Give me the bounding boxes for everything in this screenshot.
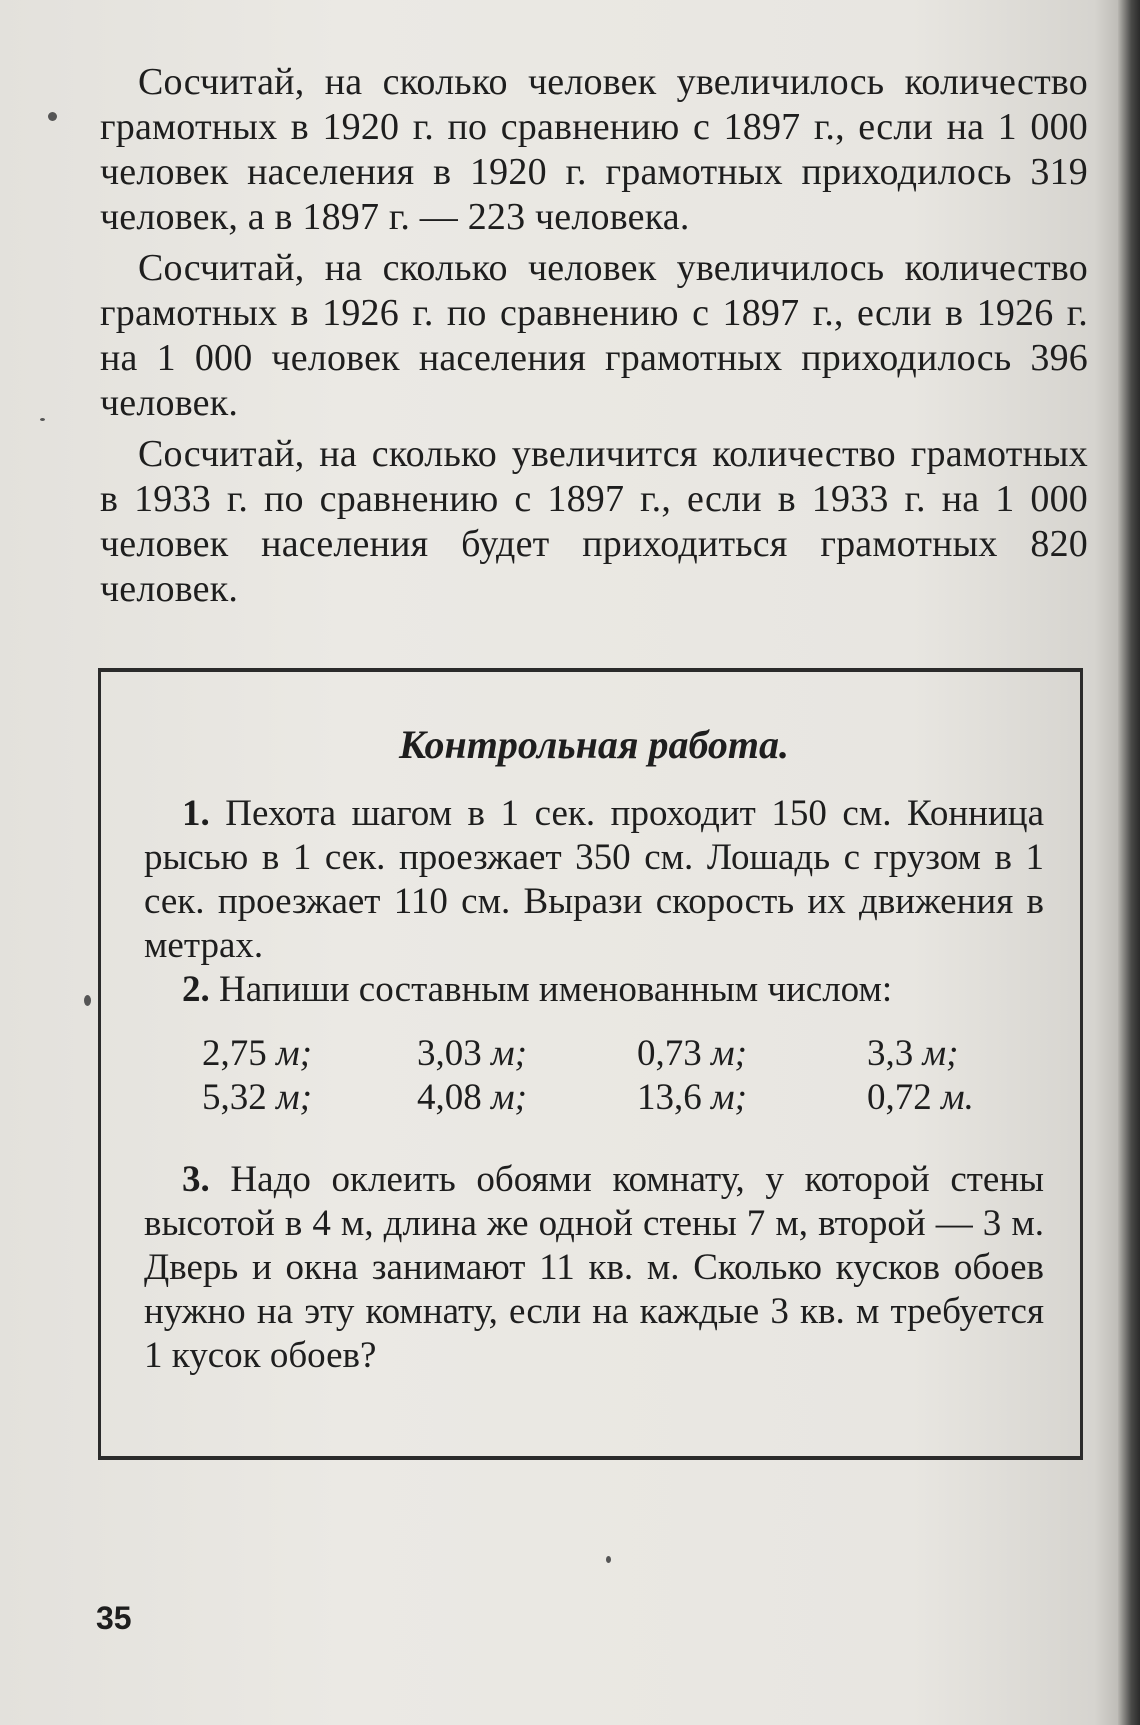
value-cell: 0,72 м. <box>867 1077 974 1118</box>
value-cell: 13,6 м; <box>637 1077 747 1118</box>
page-number: 35 <box>96 1600 132 1636</box>
task-3 <box>144 1158 1044 1378</box>
task-1-number: 1. <box>182 793 210 834</box>
control-work-title: Контрольная работа. <box>398 722 790 767</box>
task-2-number: 2. <box>182 969 210 1010</box>
task-2-values <box>202 1032 1044 1120</box>
value-cell: 3,3 м; <box>867 1033 959 1074</box>
task-2-text: Напиши составным именованным числом: <box>219 969 893 1010</box>
print-speck <box>40 418 45 421</box>
control-work-box <box>98 668 1083 1460</box>
print-speck <box>84 995 91 1006</box>
task-3-number: 3. <box>182 1159 210 1200</box>
page-binding-shadow <box>1118 0 1140 1725</box>
value-cell: 0,73 м; <box>637 1033 747 1074</box>
problem-1926: Сосчитай, на сколько человек увеличилось количество грамотных в 1926 г. по сравнению с 1897 г., если в 1926 г. на 1 000 человек населения грамотных приходилось 396 человек. <box>100 247 1088 424</box>
value-cell: 5,32 м; <box>202 1077 312 1118</box>
value-cell: 2,75 м; <box>202 1033 312 1074</box>
task-3-text: Надо оклеить обоями комнату, у которой стены высотой в 4 м, длина же одной стены 7 м, второй — 3 м. Дверь и окна занимают 11 кв. м. Сколько кусков обоев нужно на эту комнату, если на каждые 3 кв. м требуется 1 кусок обоев? <box>144 1159 1044 1376</box>
print-speck <box>48 112 57 121</box>
problem-1920: Сосчитай, на сколько человек увеличилось количество грамотных в 1920 г. по сравнению с 1897 г., если на 1 000 человек населения в 1920 г. грамотных приходилось 319 человек, а в 1897 г. — 223 человека. <box>100 61 1088 238</box>
problem-1933: Сосчитай, на сколько увеличится количество грамотных в 1933 г. по сравнению с 1897 г., если в 1933 г. на 1 000 человек населения будет приходиться грамотных 820 человек. <box>100 433 1088 610</box>
problems-section <box>100 60 1088 618</box>
task-2 <box>144 968 1044 1012</box>
value-cell: 3,03 м; <box>417 1033 527 1074</box>
value-cell: 4,08 м; <box>417 1077 527 1118</box>
print-speck <box>606 1556 611 1563</box>
task-1 <box>144 792 1044 968</box>
task-1-text: Пехота шагом в 1 сек. проходит 150 см. Конница рысью в 1 сек. проезжает 350 см. Лошадь с грузом в 1 сек. проезжает 110 см. Вырази скорость их движения в метрах. <box>144 793 1045 966</box>
